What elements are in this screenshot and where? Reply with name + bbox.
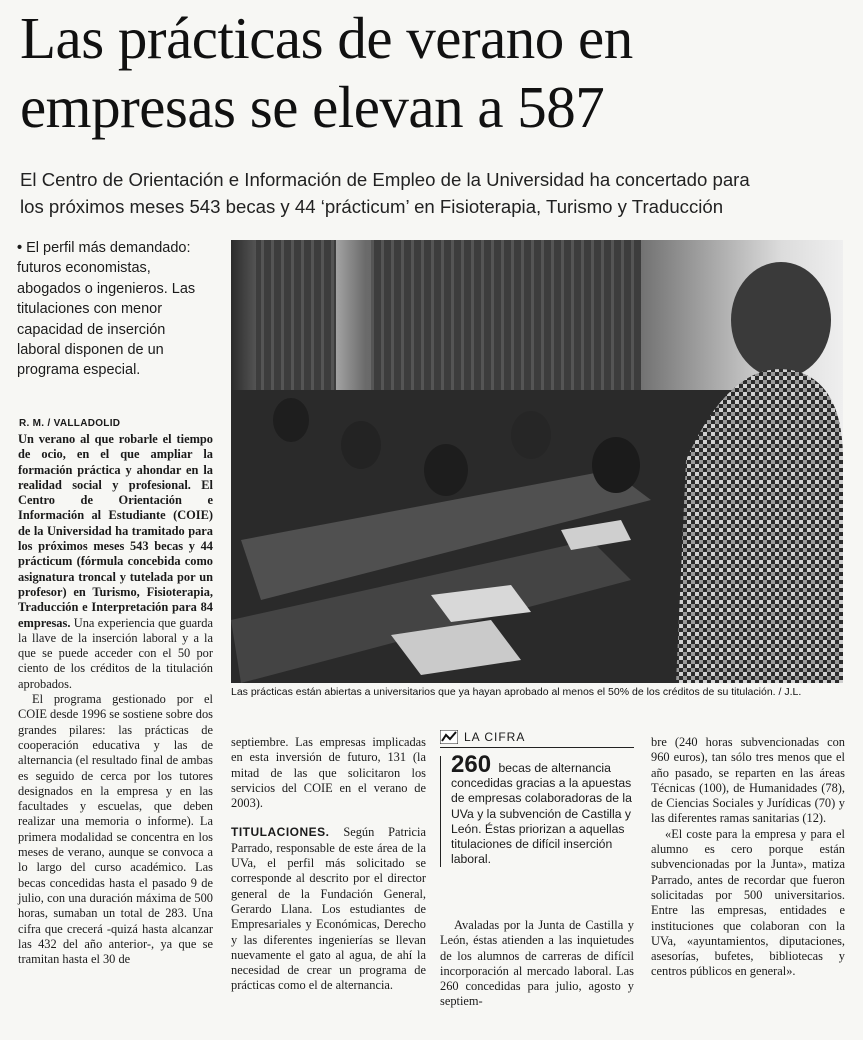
headline (20, 4, 850, 142)
article-paragraph: septiembre. Las empresas implicadas en esta inversión de futuro, 131 (la mitad de las que solicitaron los servicios del COIE en el verano de 2003). (231, 735, 426, 811)
la-cifra-header (440, 730, 634, 748)
article-paragraph: Según Patricia Parrado, responsable de este área de la UVa, el perfil más solicitado se corresponde al descrito por el director general de la Fundación General, Gerardo Llana. Los estudiantes de Empresariales y Económicas, Derecho y las diferentes ingenierías se llevan nuevamente el gato al agua, de ahí la necesidad de crear un programa de prácticas como el de alternancia. (231, 825, 426, 993)
photo-caption: Las prácticas están abiertas a universitarios que ya hayan aprobado al menos el 50% de los créditos de su titulación. / J.L. (231, 686, 802, 698)
la-cifra-label: LA CIFRA (464, 730, 526, 744)
article-paragraph: bre (240 horas subvencionadas con 960 euros), tan sólo tres menos que el año pasado, se reparten en las áreas Técnicas (100), de Humanidades (78), de Ciencias Sociales y Jurídicas (70) y las diferentes ramas sanitarias (12). (651, 735, 845, 826)
article-paragraph: Una experiencia que guarda la llave de la inserción laboral y a la que se puede acceder con el 50 por ciento de los créditos de la titulación aprobados. (18, 615, 213, 691)
la-cifra-box (440, 730, 634, 867)
article-column-2 (231, 735, 426, 994)
la-cifra-text: becas de alternancia concedidas gracias a la apuestas de empresas colaboradoras de la UVa y la subvención de Castilla y León. Éstas priorizan a aquellas titulaciones de difícil inserción laboral. (451, 761, 632, 867)
article-paragraph: El programa gestionado por el COIE desde 1996 se sostiene sobre dos grandes pilares: las prácticas de cooperación educativa y las de alternancia (el resultado final de ambas es seguido de cerca por los tutores designados en la empresa y en las facultades y escuelas, que deben realizar una memoria o informe). La primera modalidad se concentra en los meses de verano, aunque se convoca a lo largo del curso académico. Las becas concedidas hasta el pasado 9 de julio, con una duración máxima de 500 horas, sumaban un total de 283. Una cifra que crecerá -quizá hasta alcanzar las 432 del año anterior-, ya que se tramitan hasta el 30 de (18, 692, 213, 967)
article-lead: Un verano al que robarle el tiempo de ocio, en el que ampliar la formación práctica y ahondar en la realidad social y profesional. El Centro de Orientación e Información al Estudiante (COIE) de la Universidad ha tramitado para los próximos meses 543 becas y 44 prácticum (fórmula concebida como asignatura troncal y tutelada por un profesor) en Turismo, Fisioterapia, Traducción e Interpretación para 84 empresas. (18, 432, 213, 630)
article-column-4 (651, 735, 845, 980)
classroom-photo-illustration (231, 240, 843, 683)
subheadline (20, 166, 845, 220)
article-paragraph: Avaladas por la Junta de Castilla y León, éstas atienden a las inquietudes de los alumnos de carreras de difícil incorporación al mercado laboral. Las 260 concedidas para julio, agosto y septiem- (440, 918, 634, 1009)
subheadline-line-1: El Centro de Orientación e Información de Empleo de la Universidad ha concertado para (20, 169, 750, 190)
headline-line-1: Las prácticas de verano en (20, 5, 633, 71)
la-cifra-number: 260 (451, 751, 492, 778)
summary-bullet: • (17, 240, 23, 256)
chart-trend-icon (440, 730, 458, 744)
subheadline-line-2: los próximos meses 543 becas y 44 ‘prácticum’ en Fisioterapia, Turismo y Traducción (20, 196, 724, 217)
article-photo (231, 240, 843, 683)
summary-box (17, 238, 197, 381)
headline-line-2: empresas se elevan a 587 (20, 74, 605, 140)
article-column-1 (18, 432, 213, 967)
la-cifra-body (440, 751, 634, 867)
byline: R. M. / VALLADOLID (19, 418, 121, 429)
article-column-3 (440, 918, 634, 1010)
article-paragraph: «El coste para la empresa y para el alumno es cero porque están subvencionadas por la Junta», matiza Parrado, antes de recordar que fueron solicitadas por 500 universitarios. Entre las empresas, entidades e instituciones que colaboran con la UVa, «ayuntamientos, diputaciones, asesorías, bufetes, bibliotecas y centros públicos en general». (651, 826, 845, 979)
section-heading: TITULACIONES. (231, 825, 330, 840)
summary-text: El perfil más demandado: futuros economistas, abogados o ingenieros. Las titulaciones con menor capacidad de inserción laboral disponen de un programa especial. (17, 240, 196, 379)
